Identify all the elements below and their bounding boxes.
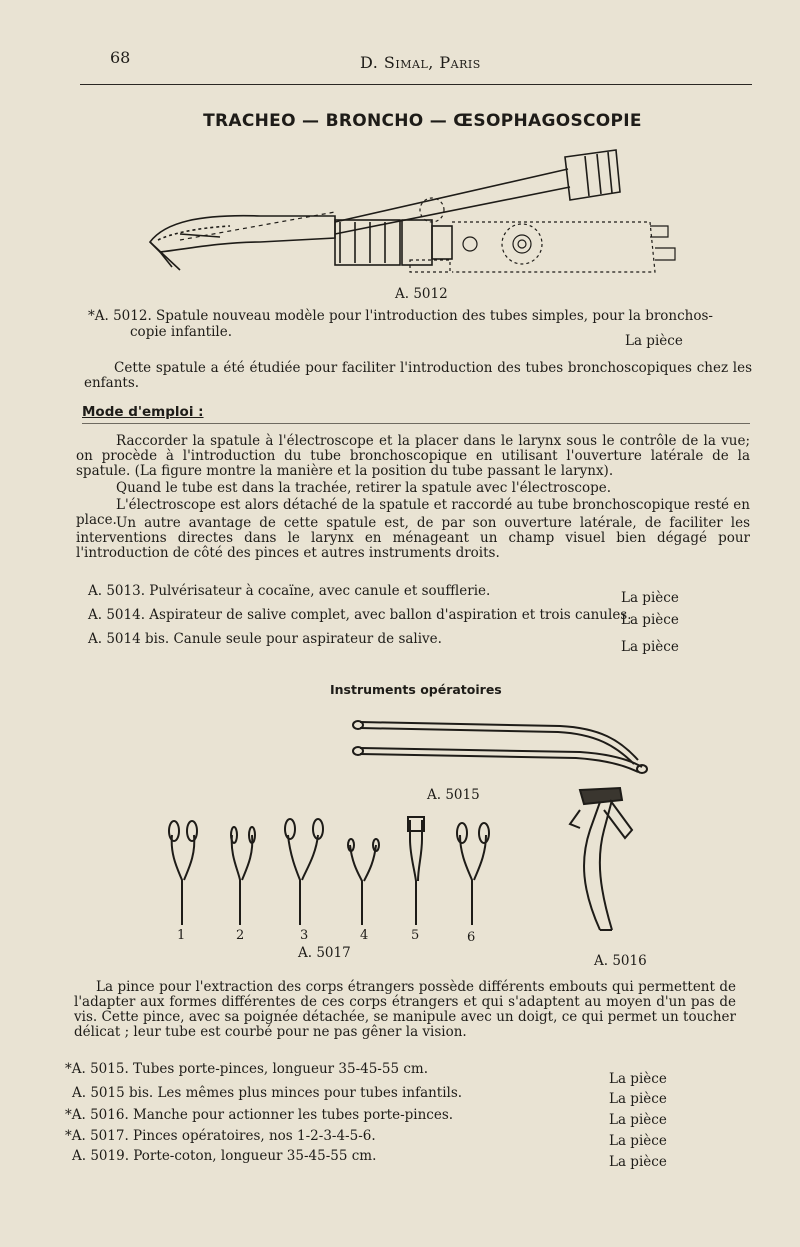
pince-paragraph: La pince pour l'extraction des corps étrangers possède différents embouts qui permettent de l'adapter aux formes différentes de ces corps étrangers et qui s'adaptent au moyen d'un pas de vis. Cette pince, avec sa poignée détachée, se manipule avec un doigt, ce qui permet un toucher délicat ; leur tube est courbé pour ne pas gêner la vision. [74, 979, 736, 1040]
item-5014: A. 5014. Aspirateur de salive complet, avec ballon d'aspiration et trois canules. [88, 607, 632, 623]
handle-illustration [560, 780, 660, 940]
item-5013: A. 5013. Pulvérisateur à cocaïne, avec canule et soufflerie. [88, 583, 491, 599]
item-5019-price: La pièce [609, 1154, 667, 1170]
item-5015-bis: A. 5015 bis. Les mêmes plus minces pour tubes infantils. [72, 1085, 463, 1101]
item-5014-bis-price: La pièce [621, 639, 679, 655]
spatula-illustration [140, 142, 700, 287]
pince-number-6: 6 [467, 930, 476, 945]
pince-number-1: 1 [177, 928, 186, 943]
intro-paragraph: Cette spatule a été étudiée pour faciliter l'introduction des tubes bronchoscopiques chez les enfants. [84, 360, 752, 391]
mode-heading-rule [82, 423, 750, 424]
item-5013-price: La pièce [621, 590, 679, 606]
mode-paragraph-3: L'électroscope est alors détaché de la spatule et raccordé au tube bronchoscopique resté en place. [76, 497, 750, 528]
item-5016: *A. 5016. Manche pour actionner les tubes porte-pinces. [65, 1107, 454, 1123]
mode-paragraph-4: Un autre avantage de cette spatule est, de par son ouverture latérale, de faciliter les interventions directes dans le larynx en ménageant un champ visuel bien dégagé pour l'introduction de côté des pinces et autres instruments droits. [76, 515, 750, 561]
pince-number-2: 2 [236, 928, 245, 943]
pinces-caption: A. 5017 [298, 945, 351, 961]
mode-heading: Mode d'emploi : [82, 404, 204, 420]
item-5014-price: La pièce [621, 612, 679, 628]
pince-number-4: 4 [360, 928, 369, 943]
mode-paragraph-2: Quand le tube est dans la trachée, retirer la spatule avec l'électroscope. [116, 480, 612, 496]
item-5017-price: La pièce [609, 1133, 667, 1149]
pinces-illustration [160, 815, 500, 940]
pince-number-3: 3 [300, 928, 309, 943]
item-5015: *A. 5015. Tubes porte-pinces, longueur 35-45-55 cm. [65, 1061, 428, 1077]
item-5014-bis: A. 5014 bis. Canule seule pour aspirateur de salive. [88, 631, 442, 647]
item-5012-continuation: copie infantile. [130, 324, 233, 340]
running-title: D. Simal, Paris [360, 53, 481, 72]
spatula-caption: A. 5012 [395, 286, 448, 302]
item-5015-price: La pièce [609, 1071, 667, 1087]
item-5012-price: La pièce [625, 333, 683, 349]
item-5017: *A. 5017. Pinces opératoires, nos 1-2-3-4-5-6. [65, 1128, 376, 1144]
item-5019: A. 5019. Porte-coton, longueur 35-45-55 cm. [72, 1148, 377, 1164]
mode-paragraph-1: Raccorder la spatule à l'électroscope et la placer dans le larynx sous le contrôle de la vue; on procède à l'introduction du tube bronchoscopique en utilisant l'ouverture latérale de la spatule. (La figure montre la manière et la position du tube passant le larynx). [76, 433, 750, 479]
item-5012-text: *A. 5012. Spatule nouveau modèle pour l'introduction des tubes simples, pour la bronchos- [88, 308, 713, 324]
handle-caption: A. 5016 [594, 953, 647, 969]
tubes-illustration [350, 712, 660, 782]
item-5016-price: La pièce [609, 1112, 667, 1128]
tubes-caption: A. 5015 [427, 787, 480, 803]
item-5015-bis-price: La pièce [609, 1091, 667, 1107]
pince-number-5: 5 [411, 928, 420, 943]
page-number: 68 [110, 48, 131, 67]
instruments-subheading: Instruments opératoires [330, 682, 502, 697]
header-rule [80, 84, 752, 85]
page-title: TRACHEO — BRONCHO — ŒSOPHAGOSCOPIE [203, 111, 642, 131]
